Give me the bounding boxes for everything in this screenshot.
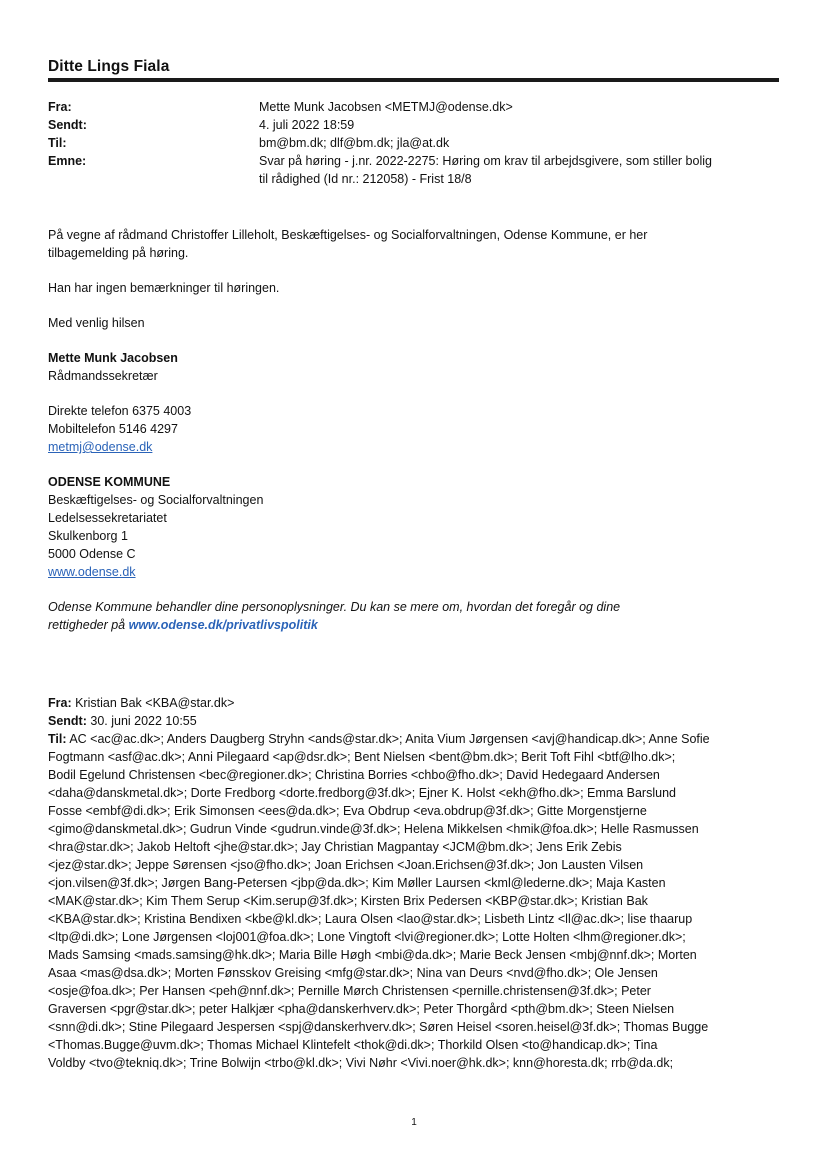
email-header	[48, 98, 788, 188]
signature-title: Rådmandssekretær	[48, 369, 158, 383]
recipient-line: Fogtmann <asf@ac.dk>; Anni Pilegaard <ap@dsr.dk>; Bent Nielsen <bent@bm.dk>; Berit Toft Fihl <btf@lho.dk>;	[48, 750, 676, 764]
document-title: Ditte Lings Fiala	[48, 58, 170, 75]
website-link[interactable]: www.odense.dk	[48, 565, 136, 579]
recipient-line: Graversen <pgr@star.dk>; peter Halkjær <pha@danskerhverv.dk>; Peter Thorgård <pth@bm.dk>; Steen Nielsen	[48, 1002, 675, 1016]
privacy-line-2: rettigheder på	[48, 618, 129, 632]
city: 5000 Odense C	[48, 547, 136, 561]
fwd-sent-row	[48, 712, 774, 730]
recipient-line: <KBA@star.dk>; Kristina Bendixen <kbe@kl.dk>; Laura Olsen <lao@star.dk>; Lisbeth Lintz <ll@ac.dk>; lise thaarup	[48, 912, 693, 926]
no-remarks-paragraph: Han har ingen bemærkninger til høringen.	[48, 281, 280, 295]
recipient-line: <osje@foa.dk>; Per Hansen <peh@nnf.dk>; Pernille Mørch Christensen <pernille.christensen@3f.dk>; Peter	[48, 984, 651, 998]
recipient-line: Voldby <tvo@tekniq.dk>; Trine Bolwijn <trbo@kl.dk>; Vivi Nøhr <Vivi.noer@hk.dk>; knn@horesta.dk; rrb@da.dk;	[48, 1056, 674, 1070]
department: Beskæftigelses- og Socialforvaltningen	[48, 493, 264, 507]
fwd-from-label: Fra:	[48, 696, 72, 710]
recipient-line: Bodil Egelund Christensen <bec@regioner.dk>; Christina Borries <chbo@fho.dk>; David Hedegaard Andersen	[48, 768, 660, 782]
fwd-sent-label: Sendt:	[48, 714, 87, 728]
intro-paragraph	[48, 226, 788, 262]
to-label: Til:	[48, 136, 67, 150]
recipient-line: <hra@star.dk>; Jakob Heltoft <jhe@star.dk>; Jay Christian Magpantay <JCM@bm.dk>; Jens Erik Zebis	[48, 840, 622, 854]
title-divider	[48, 78, 779, 82]
fwd-sent-value: 30. juni 2022 10:55	[86, 714, 197, 728]
recipient-line: Fosse <embf@di.dk>; Erik Simonsen <ees@da.dk>; Eva Obdrup <eva.obdrup@3f.dk>; Gitte Morgenstjerne	[48, 804, 647, 818]
recipient-line: <gimo@danskmetal.dk>; Gudrun Vinde <gudrun.vinde@3f.dk>; Helena Mikkelsen <hmik@foa.dk>; Helle Rasmussen	[48, 822, 699, 836]
header-from-row	[48, 98, 788, 116]
org-name: ODENSE KOMMUNE	[48, 475, 171, 489]
sent-value: 4. juli 2022 18:59	[259, 118, 355, 132]
recipient-line: AC <ac@ac.dk>; Anders Daugberg Stryhn <ands@star.dk>; Anita Vium Jørgensen <avj@handicap.dk>; Anne Sofie	[66, 732, 710, 746]
signature-name: Mette Munk Jacobsen	[48, 351, 178, 365]
recipient-line: <ltp@di.dk>; Lone Jørgensen <loj001@foa.dk>; Lone Vingtoft <lvi@regioner.dk>; Lotte Holten <lhm@regioner.dk>;	[48, 930, 686, 944]
privacy-line-1: Odense Kommune behandler dine personoplysninger. Du kan se mere om, hvordan det foregår og dine	[48, 600, 621, 614]
fwd-from-row	[48, 694, 774, 712]
recipient-line: Mads Samsing <mads.samsing@hk.dk>; Maria Bille Høgh <mbi@da.dk>; Marie Beck Jensen <mbj@nnf.dk>; Morten	[48, 948, 697, 962]
recipient-line: <daha@danskmetal.dk>; Dorte Fredborg <dorte.fredborg@3f.dk>; Ejner K. Holst <ekh@fho.dk>; Emma Barslund	[48, 786, 676, 800]
recipient-line: <jez@star.dk>; Jeppe Sørensen <jso@fho.dk>; Joan Erichsen <Joan.Erichsen@3f.dk>; Jon Lausten Vilsen	[48, 858, 644, 872]
fwd-to-row	[48, 730, 774, 748]
intro-line-1: På vegne af rådmand Christoffer Lilleholt, Beskæftigelses- og Socialforvaltningen, Odense Kommune, er her	[48, 228, 648, 242]
mobile-line: Mobiltelefon 5146 4297	[48, 422, 178, 436]
recipient-line: <snn@di.dk>; Stine Pilegaard Jespersen <spj@danskerhverv.dk>; Søren Heisel <soren.heisel@3f.dk>; Thomas Bugge	[48, 1020, 709, 1034]
recipient-line: <Thomas.Bugge@uvm.dk>; Thomas Michael Klintefelt <thok@di.dk>; Thorkild Olsen <to@handicap.dk>; Tina	[48, 1038, 658, 1052]
subject-label: Emne:	[48, 154, 87, 168]
phone-line: Direkte telefon 6375 4003	[48, 404, 192, 418]
subject-line-1: Svar på høring - j.nr. 2022-2275: Høring om krav til arbejdsgivere, som stiller bolig	[259, 154, 712, 168]
header-to-row	[48, 134, 788, 152]
fwd-to-label: Til:	[48, 732, 67, 746]
sent-label: Sendt:	[48, 118, 87, 132]
privacy-policy-link[interactable]: www.odense.dk/privatlivspolitik	[128, 618, 318, 632]
fwd-from-value: Kristian Bak <KBA@star.dk>	[71, 696, 235, 710]
intro-line-2: tilbagemelding på høring.	[48, 246, 189, 260]
from-value: Mette Munk Jacobsen <METMJ@odense.dk>	[259, 100, 513, 114]
privacy-notice	[48, 598, 788, 634]
page-number: 1	[411, 1117, 417, 1128]
subject-value	[259, 152, 788, 188]
greeting: Med venlig hilsen	[48, 316, 145, 330]
header-subject-row	[48, 152, 788, 188]
from-label: Fra:	[48, 100, 72, 114]
header-sent-row	[48, 116, 788, 134]
email-body	[48, 226, 788, 634]
recipient-line: Asaa <mas@dsa.dk>; Morten Fønsskov Greising <mfg@star.dk>; Nina van Deurs <nvd@fho.dk>; Ole Jensen	[48, 966, 658, 980]
to-value: bm@bm.dk; dlf@bm.dk; jla@at.dk	[259, 136, 450, 150]
email-link[interactable]: metmj@odense.dk	[48, 440, 153, 454]
street-address: Skulkenborg 1	[48, 529, 128, 543]
unit: Ledelsessekretariatet	[48, 511, 167, 525]
recipient-line: <MAK@star.dk>; Kim Them Serup <Kim.serup@3f.dk>; Kirsten Brix Pedersen <KBP@star.dk>; Kristian Bak	[48, 894, 648, 908]
recipient-line: <jon.vilsen@3f.dk>; Jørgen Bang-Petersen <jbp@da.dk>; Kim Møller Laursen <kml@lederne.dk>; Maja Kasten	[48, 876, 666, 890]
forwarded-message	[48, 694, 774, 1072]
subject-line-2: til rådighed (Id nr.: 212058) - Frist 18/8	[259, 172, 472, 186]
